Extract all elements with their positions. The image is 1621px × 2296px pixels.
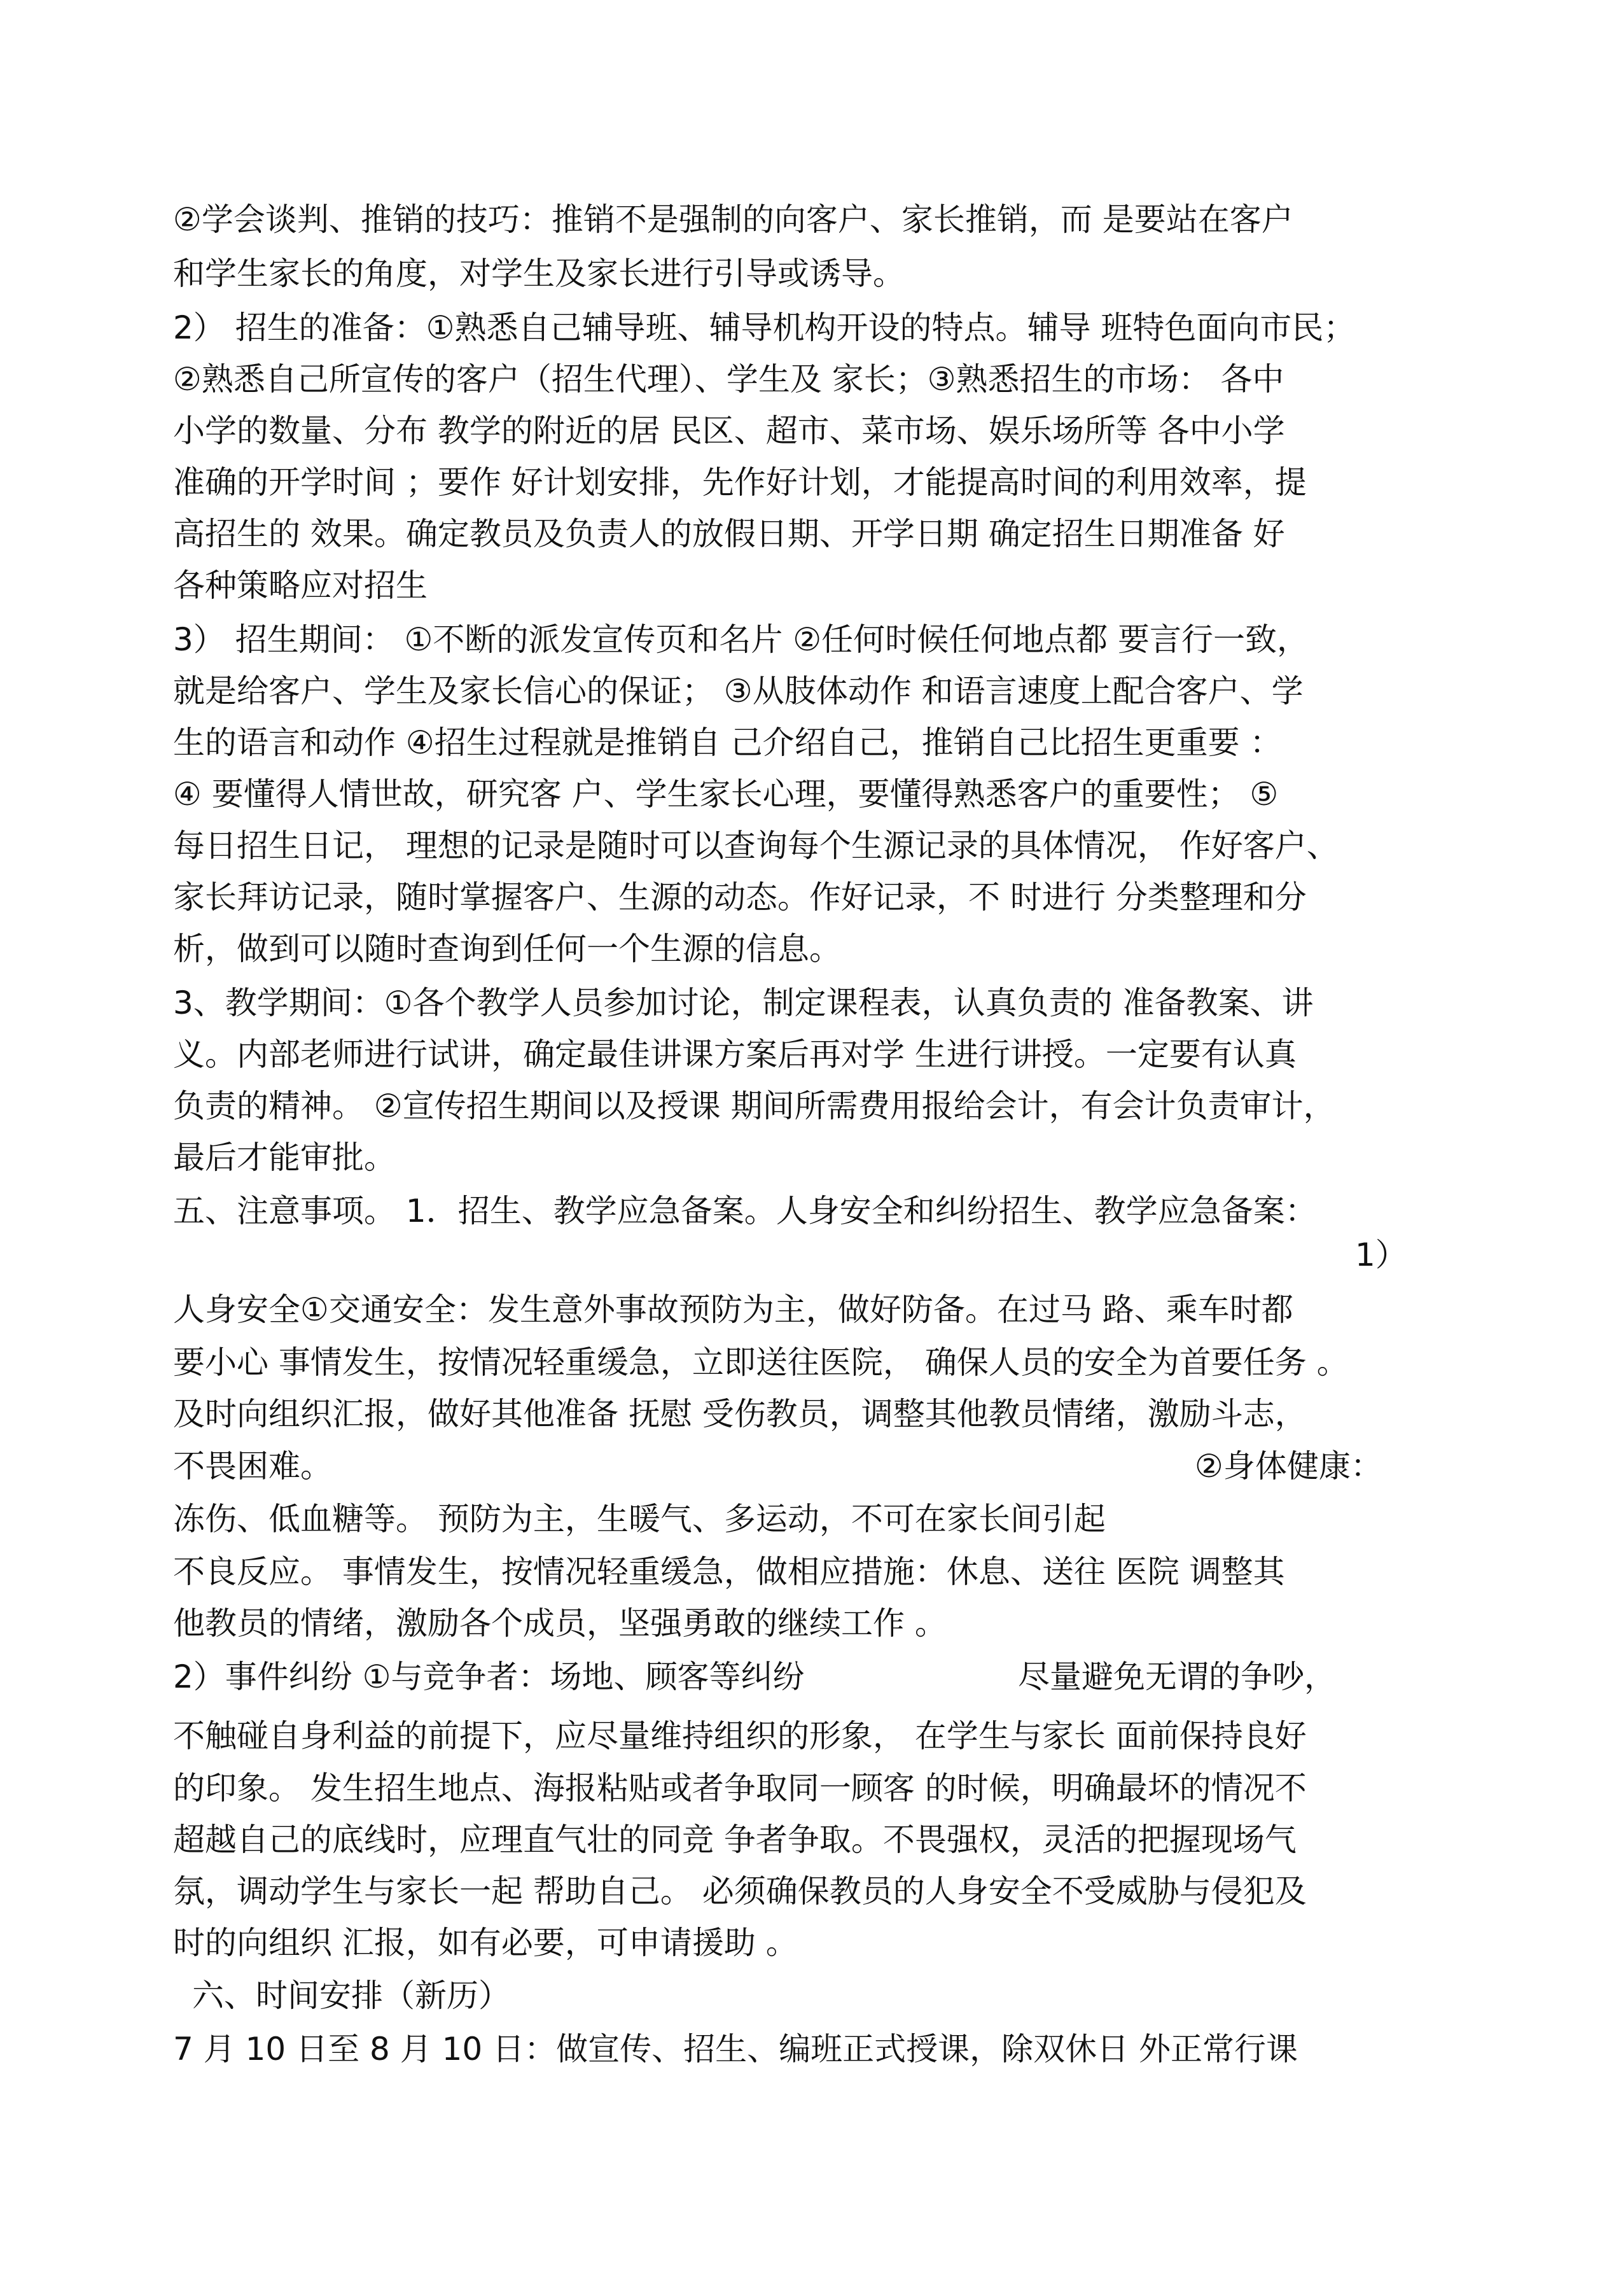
text-line: 五、注意事项。 1．招生、教学应急备案。人身安全和纠纷招生、教学应急备案： (173, 1193, 1317, 1229)
text-line: 2） 招生的准备：①熟悉自己辅导班、辅导机构开设的特点。辅导 班特色面向市民； (173, 309, 1356, 346)
text-line: 就是给客户、学生及家长信心的保证； ③从肢体动作 和语言速度上配合客户、学 (173, 673, 1304, 710)
text-line: 要小心 事情发生，按情况轻重缓急，立即送往医院， 确保人员的安全为首要任务 。 (173, 1344, 1349, 1381)
text-line: 尽量避免无谓的争吵， (1018, 1658, 1336, 1695)
text-line: 义。内部老师进行试讲，确定最佳讲课方案后再对学 生进行讲授。一定要有认真 (173, 1036, 1297, 1073)
text-line: 的印象。 发生招生地点、海报粘贴或者争取同一顾客 的时候，明确最坏的情况不 (173, 1770, 1307, 1807)
text-line: 超越自己的底线时，应理直气壮的同竞 争者争取。不畏强权，灵活的把握现场气 (173, 1821, 1297, 1858)
text-line: 氛，调动学生与家长一起 帮助自己。 必须确保教员的人身安全不受威胁与侵犯及 (173, 1873, 1307, 1910)
text-line: 2）事件纠纷 ①与竞争者：场地、顾客等纠纷 (173, 1658, 805, 1695)
text-line: 人身安全①交通安全：发生意外事故预防为主，做好防备。在过马 路、乘车时都 (173, 1291, 1293, 1328)
text-line: ②学会谈判、推销的技巧：推销不是强制的向客户、家长推销，而 是要站在客户 (173, 201, 1293, 238)
text-line: 不良反应。 事情发生，按情况轻重缓急，做相应措施：休息、送往 医院 调整其 (173, 1553, 1285, 1590)
text-line: 1） (1355, 1236, 1407, 1273)
text-line: 各种策略应对招生 (173, 567, 428, 604)
text-line: ④ 要懂得人情世故，研究客 户、学生家长心理，要懂得熟悉客户的重要性； ⑤ (173, 776, 1279, 813)
text-line: 时的向组织 汇报，如有必要，可申请援助 。 (173, 1924, 798, 1961)
text-line: ②身体健康： (1195, 1448, 1382, 1485)
text-line: 最后才能审批。 (173, 1139, 396, 1176)
text-line: 他教员的情绪，激励各个成员，坚强勇敢的继续工作 。 (173, 1605, 947, 1642)
text-line: 7 月 10 日至 8 月 10 日：做宣传、招生、编班正式授课，除双休日 外正常行课 (173, 2031, 1298, 2068)
text-line: 不触碰自身利益的前提下，应尽量维持组织的形象， 在学生与家长 面前保持良好 (173, 1718, 1307, 1754)
text-line: 六、时间安排（新历） (192, 1977, 510, 2014)
text-line: ②熟悉自己所宣传的客户（招生代理）、学生及 家长；③熟悉招生的市场： 各中 (173, 361, 1284, 398)
text-line: 小学的数量、分布 教学的附近的居 民区、超市、菜市场、娱乐场所等 各中小学 (173, 412, 1285, 449)
text-line: 析，做到可以随时查询到任何一个生源的信息。 (173, 930, 841, 967)
text-line: 高招生的 效果。确定教员及负责人的放假日期、开学日期 确定招生日期准备 好 (173, 515, 1285, 552)
text-line: 负责的精神。 ②宣传招生期间以及授课 期间所需费用报给会计，有会计负责审计， (173, 1088, 1335, 1124)
text-line: 3、教学期间：①各个教学人员参加讨论，制定课程表，认真负责的 准备教案、讲 (173, 984, 1314, 1021)
text-line: 及时向组织汇报，做好其他准备 抚慰 受伤教员，调整其他教员情绪，激励斗志， (173, 1396, 1307, 1432)
text-line: 每日招生日记， 理想的记录是随时可以查询每个生源记录的具体情况， 作好客户、 (173, 827, 1339, 864)
text-line: 不畏困难。 (173, 1448, 332, 1485)
text-line: 冻伤、低血糖等。 预防为主，生暖气、多运动，不可在家长间引起 (173, 1501, 1106, 1537)
text-line: 准确的开学时间 ；要作 好计划安排，先作好计划，才能提高时间的利用效率，提 (173, 464, 1307, 501)
text-line: 家长拜访记录，随时掌握客户、生源的动态。作好记录，不 时进行 分类整理和分 (173, 879, 1307, 916)
text-line: 和学生家长的角度，对学生及家长进行引导或诱导。 (173, 255, 905, 292)
text-line: 生的语言和动作 ④招生过程就是推销自 己介绍自己，推销自己比招生更重要 ： (173, 724, 1282, 761)
text-line: 3） 招生期间： ①不断的派发宣传页和名片 ②任何时候任何地点都 要言行一致， (173, 621, 1309, 658)
